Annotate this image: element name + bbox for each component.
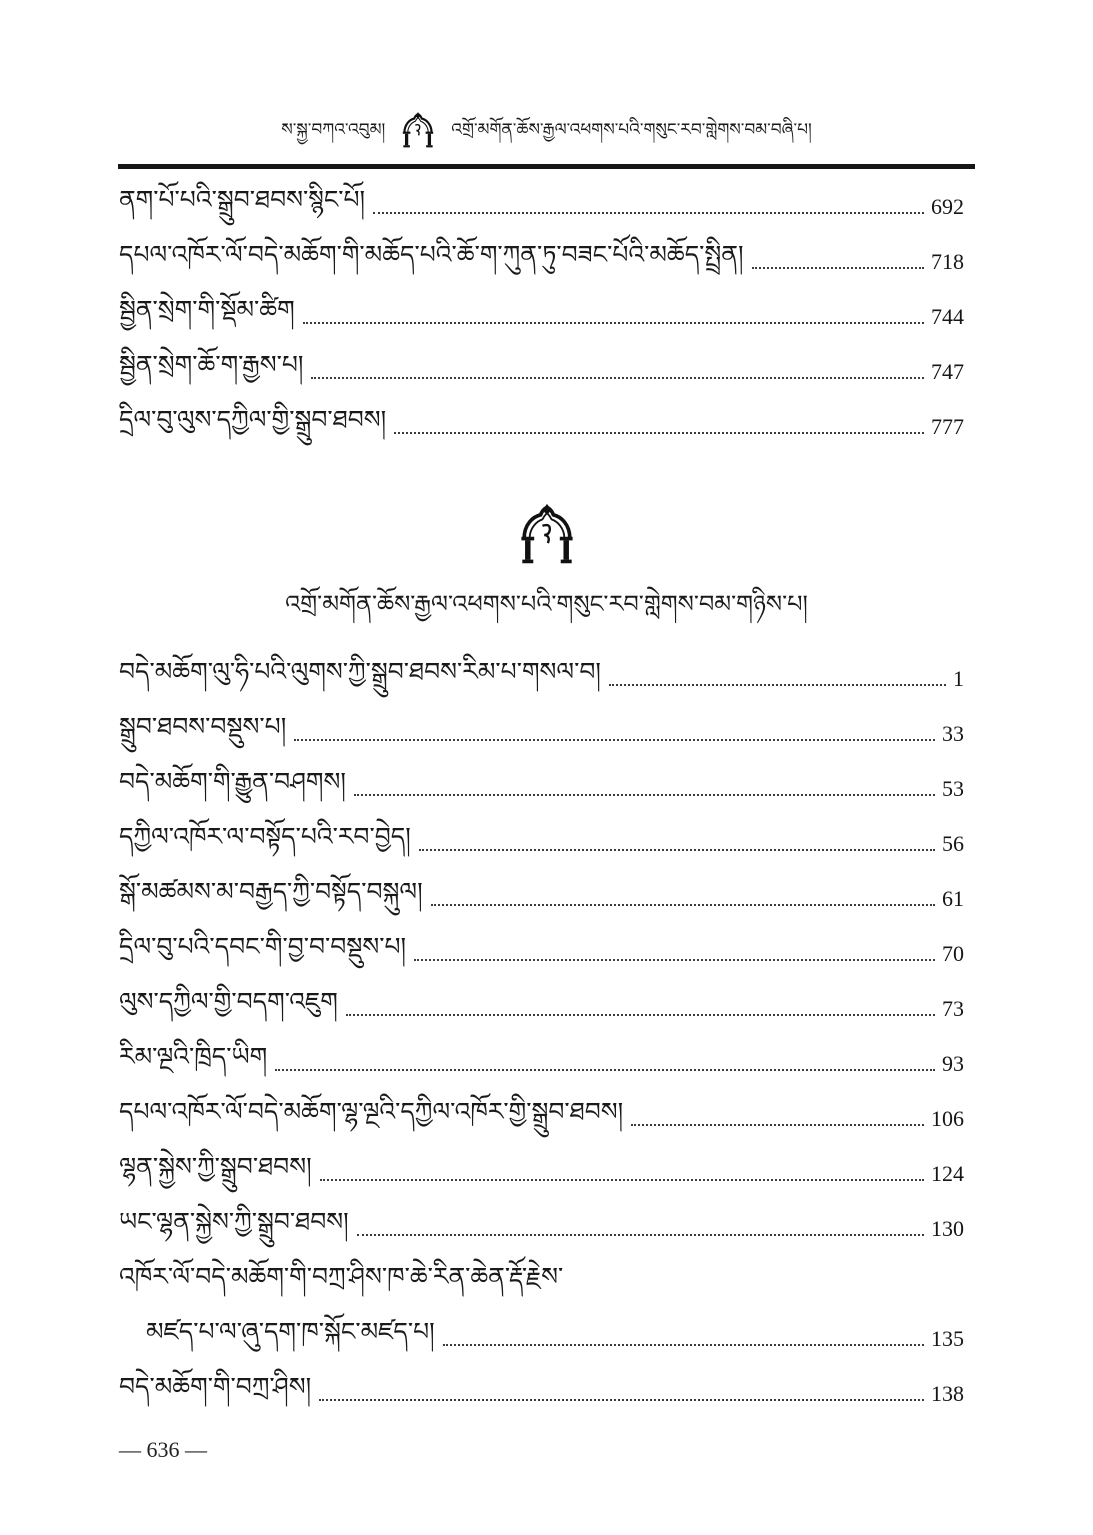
entry-title: མཛད་པ་ལ་ཞུ་དག་ཁ་སྐོང་མཛད་པ། [146,1317,435,1346]
dot-leader [373,212,924,214]
entry-title: སྦྱིན་སྲེག་གི་སྡོམ་ཚིག [119,295,295,324]
dot-leader [294,739,935,741]
dot-leader [311,377,924,379]
entry-title: སྦྱིན་སྲེག་ཆོ་ག་རྒྱས་པ། [119,350,304,379]
arch-ornament-icon [0,502,1093,566]
dot-leader [443,1344,924,1346]
dot-leader [357,1234,924,1236]
dot-leader [320,1179,924,1181]
header-right-title: འགྲོ་མགོན་ཆོས་རྒྱལ་འཕགས་པའི་གསུང་རབ་གླེགས་བམ་བཞི་པ། [451,120,812,140]
dot-leader [752,267,924,269]
entry-page-number: 130 [931,1215,964,1241]
entry-page-number: 744 [931,303,964,329]
entry-title: རིམ་ལྔའི་ཁྲིད་ཡིག [119,1042,268,1071]
entry-page-number: 106 [931,1105,964,1131]
entry-title: བདེ་མཆོག་ལུ་ཧི་པའི་ལུགས་ཀྱི་སྒྲུབ་ཐབས་རིམ་པ་གསལ་བ། [119,657,601,686]
dot-leader [303,322,924,324]
toc-section-1 [119,179,964,454]
entry-page-number: 61 [942,885,964,911]
toc-section-2 [119,651,964,1421]
entry-title: འཁོར་ལོ་བདེ་མཆོག་གི་བཀྲ་ཤིས་ཁ་ཆེ་རིན་ཆེན་རྡོ་རྗེས་ [119,1262,564,1291]
entry-title: སྒོ་མཚམས་མ་བརྒྱད་ཀྱི་བསྟོད་བསྐུལ། [119,877,423,906]
dot-leader [319,1399,924,1401]
toc-entry [119,399,964,454]
entry-page-number: 747 [931,358,964,384]
arch-ornament-icon [399,111,437,149]
entry-page-number: 56 [942,830,964,856]
entry-title: བདེ་མཆོག་གི་བཀྲ་ཤིས། [119,1372,312,1401]
header-left-title: ས་སྐྱ་བཀའ་འབུམ། [281,120,386,140]
entry-page-number: 1 [953,665,964,691]
dot-leader [631,1124,924,1126]
entry-title: བདེ་མཆོག་གི་རྒྱུན་བཤགས། [119,767,346,796]
entry-page-number: 135 [931,1325,964,1351]
toc-entry [119,1366,964,1421]
dot-leader [414,959,935,961]
volume-title: འགྲོ་མགོན་ཆོས་རྒྱལ་འཕགས་པའི་གསུང་རབ་གླེགས་བམ་གཉིས་པ། [285,590,808,618]
entry-page-number: 138 [931,1380,964,1406]
dot-leader [394,432,924,434]
entry-page-number: 70 [942,940,964,966]
dot-leader [419,849,935,851]
entry-title: སྒྲུབ་ཐབས་བསྡུས་པ། [119,712,287,741]
entry-title: ནག་པོ་པའི་སྒྲུབ་ཐབས་སྙིང་པོ། [119,185,366,214]
dot-leader [609,684,946,686]
entry-title: ལྷན་སྐྱེས་ཀྱི་སྒྲུབ་ཐབས། [119,1152,312,1181]
running-header [0,0,1093,150]
dot-leader [346,1014,935,1016]
dot-leader [275,1069,935,1071]
entry-page-number: 73 [942,995,964,1021]
entry-title: ལུས་དཀྱིལ་གྱི་བདག་འཇུག [119,987,338,1016]
entry-page-number: 777 [931,413,964,439]
entry-page-number: 33 [942,720,964,746]
entry-title: དྲིལ་བུ་པའི་དབང་གི་བྱ་བ་བསྡུས་པ། [119,932,407,961]
entry-title: དཀྱིལ་འཁོར་ལ་བསྟོད་པའི་རབ་བྱེད། [119,822,411,851]
header-rule [118,164,975,169]
entry-page-number: 93 [942,1050,964,1076]
entry-title: དྲིལ་བུ་ལུས་དཀྱིལ་གྱི་སྒྲུབ་ཐབས། [119,405,387,434]
dot-leader [354,794,935,796]
entry-page-number: 692 [931,193,964,219]
dot-leader [431,904,935,906]
folio-page-number: — 636 — [119,1437,207,1462]
entry-title: དཔལ་འཁོར་ལོ་བདེ་མཆོག་གི་མཆོད་པའི་ཆོ་ག་ཀུན་ཏུ་བཟང་པོའི་མཆོད་སྤྲིན། [119,240,744,269]
entry-page-number: 124 [931,1160,964,1186]
entry-title: ཡང་ལྷན་སྐྱེས་ཀྱི་སྒྲུབ་ཐབས། [119,1207,349,1236]
entry-page-number: 718 [931,248,964,274]
entry-page-number: 53 [942,775,964,801]
entry-title: དཔལ་འཁོར་ལོ་བདེ་མཆོག་ལྷ་ལྔའི་དཀྱིལ་འཁོར་གྱི་སྒྲུབ་ཐབས། [119,1097,624,1126]
